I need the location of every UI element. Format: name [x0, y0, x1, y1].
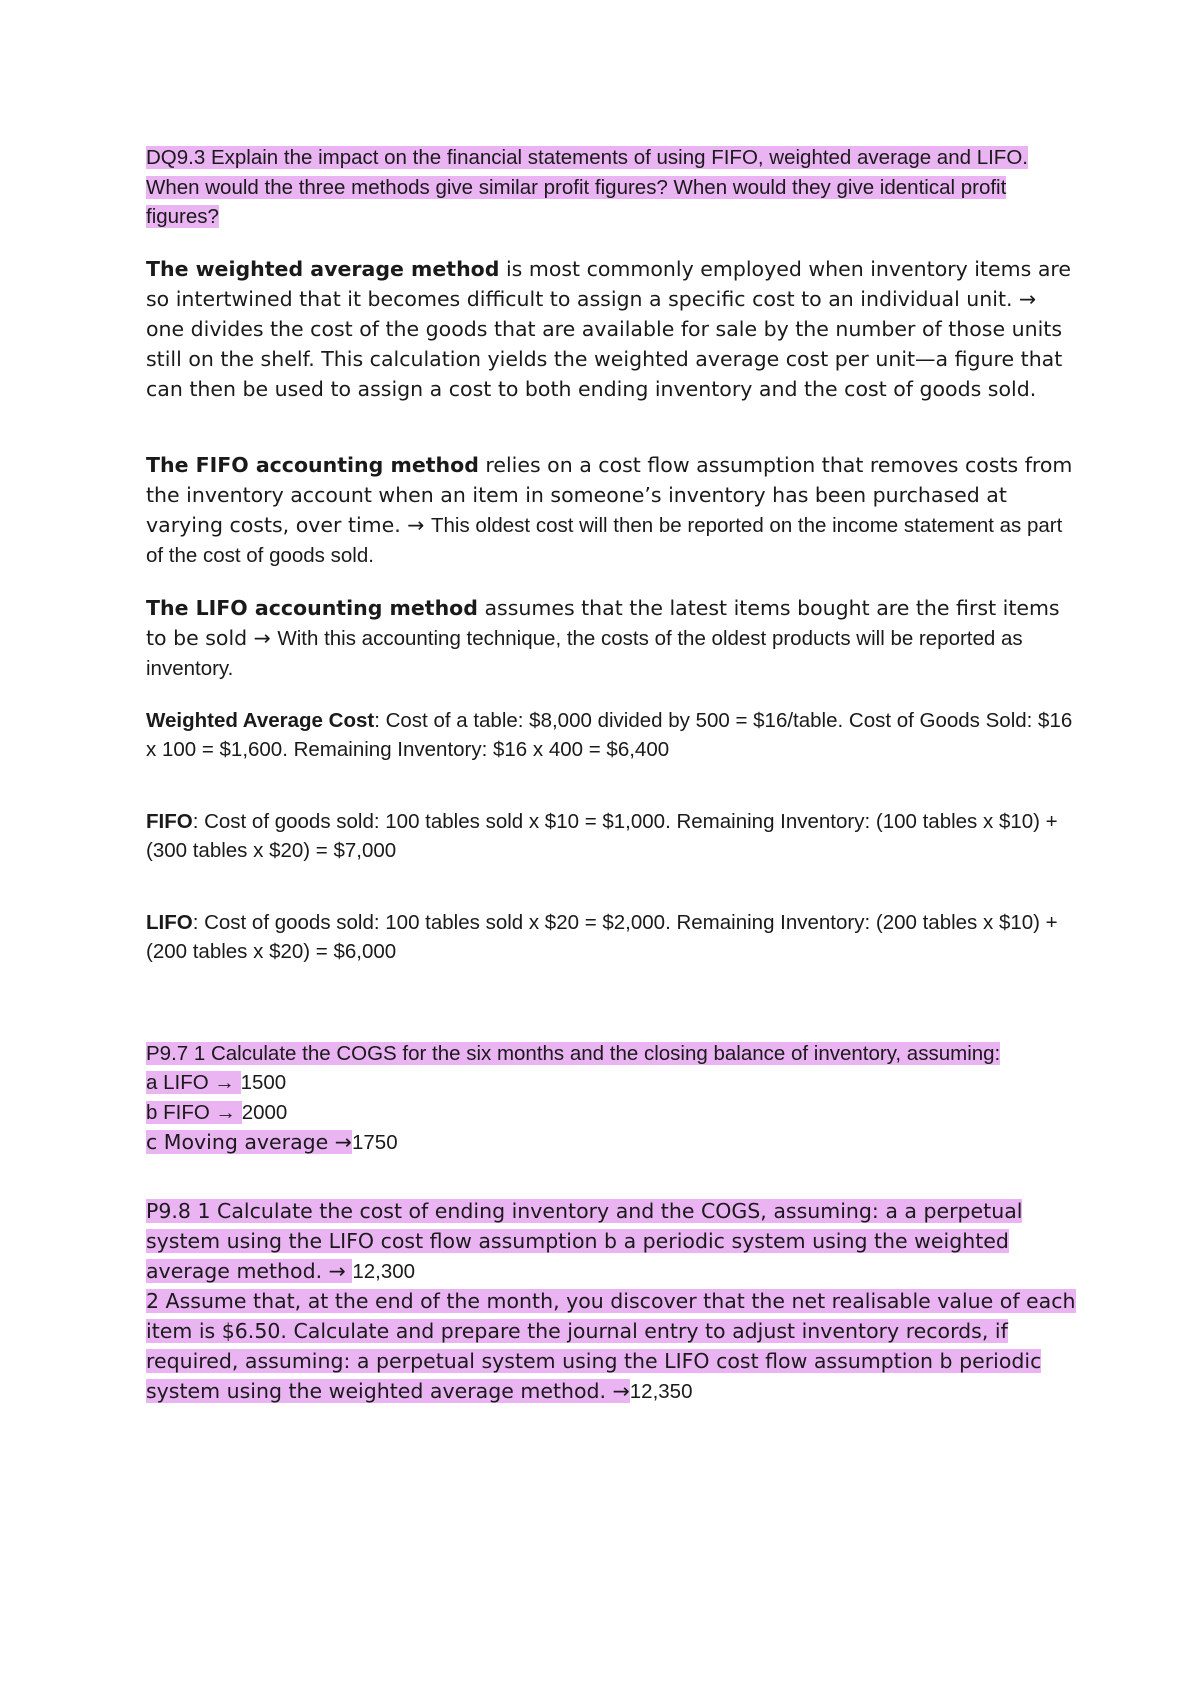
document-body [146, 143, 1076, 1407]
lifo-example-heading: LIFO [146, 910, 193, 934]
p98-question-2: 2 Assume that, at the end of the month, you discover that the net realisable value of each item is $6.50. Calculate and prepare the journal entry to adjust inventory records, if required, assuming: a perpetual system using the LIFO cost flow assumption b periodic system using the weighted average method. →12,350 [146, 1289, 1076, 1403]
dq93-question: DQ9.3 Explain the impact on the financial statements of using FIFO, weighted average and LIFO. When would the three methods give similar profit figures? When would they give identical profit figures? [146, 146, 1028, 228]
p97-question: P9.7 1 Calculate the COGS for the six months and the closing balance of inventory, assuming: [146, 1041, 1001, 1065]
lifo-example: LIFO: Cost of goods sold: 100 tables sold x $20 = $2,000. Remaining Inventory: (200 tables x $10) + (200 tables x $20) = $6,000 [146, 910, 1058, 963]
weighted-average-cost-example: Weighted Average Cost: Cost of a table: $8,000 divided by 500 = $16/table. Cost of Goods Sold: $16 x 100 = $1,600. Remaining Inventory: $16 x 400 = $6,400 [146, 708, 1073, 761]
p97-section [146, 1039, 1076, 1158]
p98-question-1: P9.8 1 Calculate the cost of ending inventory and the COGS, assuming: a a perpetual system using the LIFO cost flow assumption b a periodic system using the weighted average method. → 12,300 [146, 1198, 1023, 1283]
p97-answer-c: c Moving average →1750 [146, 1130, 398, 1154]
lifo-heading: The LIFO accounting method [146, 595, 478, 620]
weighted-average-paragraph: The weighted average method is most commonly employed when inventory items are so intertwined that it becomes difficult to assign a specific cost to an individual unit. → one divides the cost of the goods that are available for sale by the number of those units still on the shelf. This calculation yields the weighted average cost per unit—a figure that can then be used to assign a cost to both ending inventory and the cost of goods sold. [146, 256, 1071, 401]
lifo-paragraph: The LIFO accounting method assumes that the latest items bought are the first items to be sold → With this accounting technique, the costs of the oldest products will be reported as inventory. [146, 595, 1060, 680]
fifo-heading: The FIFO accounting method [146, 452, 479, 477]
p97-answer-b: b FIFO → 2000 [146, 1100, 288, 1124]
wac-heading: Weighted Average Cost [146, 708, 375, 732]
p98-section [146, 1196, 1076, 1407]
p97-answer-a: a LIFO → 1500 [146, 1071, 287, 1094]
fifo-example: FIFO: Cost of goods sold: 100 tables sold x $10 = $1,000. Remaining Inventory: (100 tables x $10) + (300 tables x $20) = $7,000 [146, 809, 1058, 862]
weighted-average-heading: The weighted average method [146, 256, 500, 281]
fifo-example-heading: FIFO [146, 809, 193, 833]
fifo-paragraph: The FIFO accounting method relies on a cost flow assumption that removes costs from the inventory account when an item in someone’s inventory has been purchased at varying costs, over time. → This oldest cost will then be reported on the income statement as part of the cost of goods sold. [146, 452, 1073, 567]
